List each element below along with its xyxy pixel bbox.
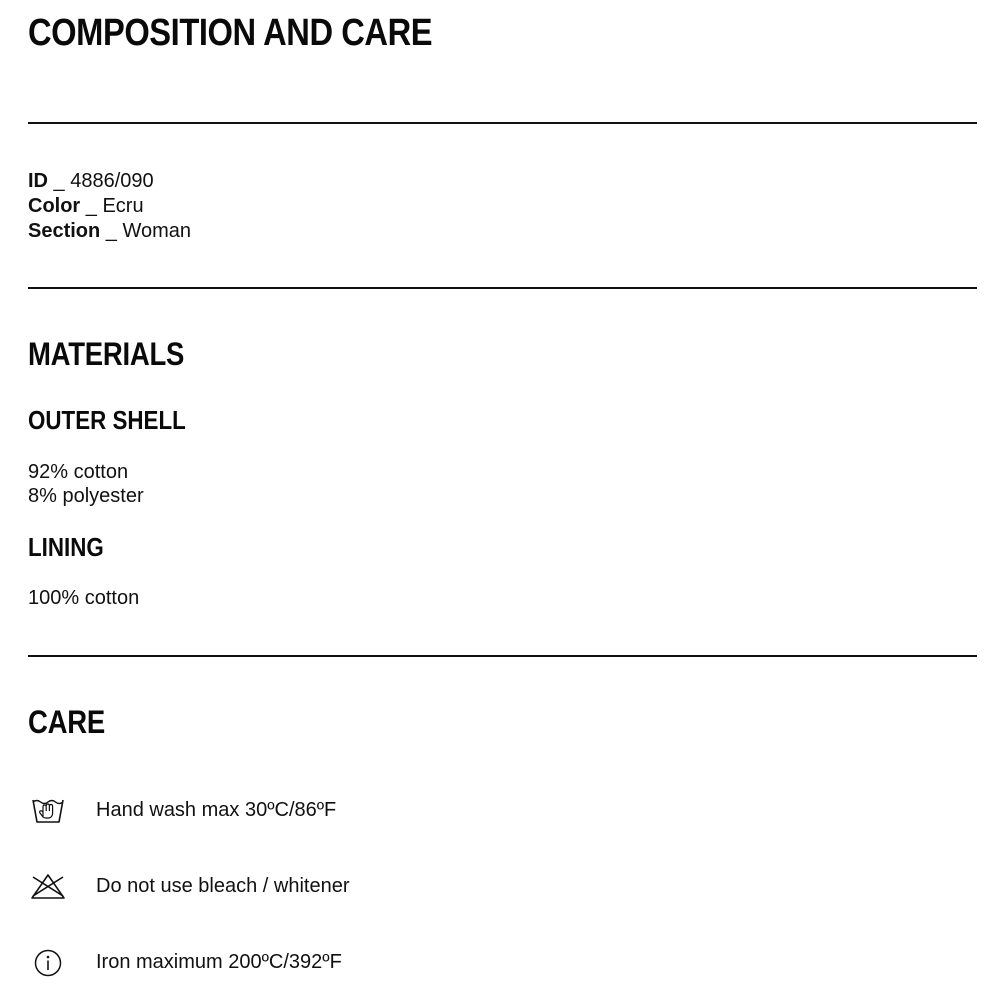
separator: _ bbox=[48, 170, 71, 192]
care-item-no-bleach bbox=[28, 866, 968, 906]
product-info bbox=[28, 169, 191, 244]
product-section-line bbox=[28, 219, 191, 244]
iron-info-icon bbox=[30, 946, 66, 978]
divider bbox=[28, 287, 977, 289]
care-text: Hand wash max 30ºC/86ºF bbox=[96, 799, 337, 821]
product-color-line bbox=[28, 194, 191, 219]
product-color-label: Color bbox=[28, 195, 81, 217]
care-item-hand-wash bbox=[28, 790, 968, 830]
product-color-value: Ecru bbox=[102, 195, 144, 217]
product-id-value: 4886/090 bbox=[70, 170, 154, 192]
care-text: Iron maximum 200ºC/392ºF bbox=[96, 951, 342, 973]
product-id-label: ID bbox=[28, 170, 48, 192]
separator: _ bbox=[100, 220, 123, 242]
lining-composition bbox=[28, 586, 139, 610]
page-title: COMPOSITION AND CARE bbox=[28, 12, 433, 54]
product-id-line bbox=[28, 169, 191, 194]
product-section-value: Woman bbox=[122, 220, 192, 242]
care-text: Do not use bleach / whitener bbox=[96, 875, 350, 897]
separator: _ bbox=[80, 195, 103, 217]
material-item: 92% cotton bbox=[28, 461, 129, 483]
no-bleach-icon bbox=[30, 870, 66, 902]
outer-shell-composition bbox=[28, 460, 144, 508]
care-item-iron bbox=[28, 942, 968, 982]
lining-heading: LINING bbox=[28, 532, 104, 562]
outer-shell-heading: OUTER SHELL bbox=[28, 405, 186, 435]
materials-heading: MATERIALS bbox=[28, 336, 185, 372]
material-item: 100% cotton bbox=[28, 587, 140, 609]
product-section-label: Section bbox=[28, 220, 101, 242]
divider bbox=[28, 122, 977, 124]
material-item: 8% polyester bbox=[28, 485, 144, 507]
hand-wash-icon bbox=[30, 794, 66, 826]
care-heading: CARE bbox=[28, 704, 105, 740]
divider bbox=[28, 655, 977, 657]
